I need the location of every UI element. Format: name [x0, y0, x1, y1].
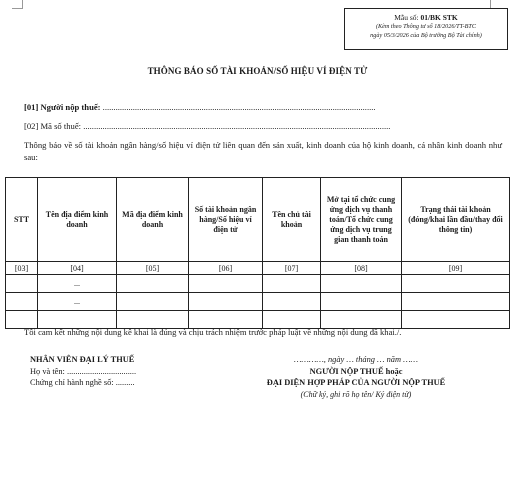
signer-title-line: NGƯỜI NỘP THUẾ hoặc: [309, 366, 403, 376]
col-header-status: Trạng thái tài khoản (đóng/khai lần đầu/thay đổi thông tin): [402, 178, 510, 262]
document-title: THÔNG BÁO SỐ TÀI KHOẢN/SỐ HIỆU VÍ ĐIỆN TỬ: [147, 66, 368, 76]
form-code: [345, 13, 507, 22]
table-cell[interactable]: [402, 275, 510, 293]
col-header-location-name: Tên địa điểm kinh doanh: [38, 178, 117, 262]
table-cell[interactable]: [321, 275, 402, 293]
table-cell[interactable]: [189, 275, 263, 293]
table-cell[interactable]: [263, 275, 321, 293]
table-cell[interactable]: [117, 275, 189, 293]
table-cell[interactable]: ...: [38, 275, 117, 293]
col-header-stt: STT: [6, 178, 38, 262]
taxpayer-field[interactable]: [24, 102, 376, 112]
table-cell[interactable]: ...: [38, 293, 117, 311]
column-code: [07]: [263, 262, 321, 275]
account-table: [5, 177, 510, 329]
tax-agent-heading: NHÂN VIÊN ĐẠI LÝ THUẾ: [30, 355, 135, 364]
agent-name-field[interactable]: Họ và tên: .................................: [30, 366, 137, 376]
table-cell[interactable]: [117, 293, 189, 311]
column-code: [04]: [38, 262, 117, 275]
column-code: [08]: [321, 262, 402, 275]
form-note-line: ngày 05/3/2026 của Bộ trưởng Bộ Tài chính): [370, 31, 482, 39]
table-cell[interactable]: [6, 293, 38, 311]
form-legal-note: [347, 23, 505, 40]
column-code: [05]: [117, 262, 189, 275]
table-cell[interactable]: [6, 275, 38, 293]
table-header-row: [6, 178, 510, 262]
table-cell[interactable]: [189, 293, 263, 311]
signer-title-line: ĐẠI DIỆN HỢP PHÁP CỦA NGƯỜI NỘP THUẾ: [266, 378, 446, 387]
column-code: [03]: [6, 262, 38, 275]
col-header-account-holder: Tên chủ tài khoản: [263, 178, 321, 262]
form-code-box: [344, 8, 508, 50]
agent-certificate-field[interactable]: Chứng chỉ hành nghề số: .........: [30, 378, 135, 387]
column-code: [06]: [189, 262, 263, 275]
tax-code-field[interactable]: [24, 121, 390, 131]
table-cell[interactable]: [321, 293, 402, 311]
form-note-line: (Kèm theo Thông tư số 18/2026/TT-BTC: [375, 23, 477, 30]
col-header-account-number: Số tài khoản ngân hàng/Số hiệu ví điện tử: [189, 178, 263, 262]
table-row: [6, 275, 510, 293]
intro-paragraph: Thông báo về số tài khoản ngân hàng/số hiệu ví điện tử liên quan đến sản xuất, kinh doanh của hộ kinh doanh, cá nhân kinh doanh như sau:: [24, 140, 502, 162]
signature-note: (Chữ ký, ghi rõ họ tên/ Ký điện tử): [300, 389, 412, 399]
table-cell[interactable]: [263, 293, 321, 311]
field-blank: ...............................................................................................................................: [100, 102, 376, 112]
col-header-provider: Mở tại tổ chức cung ứng dịch vụ thanh toán/Tổ chức cung ứng dịch vụ trung gian thanh toán: [321, 178, 402, 262]
tax-agent-block: [30, 354, 136, 389]
column-code: [09]: [402, 262, 510, 275]
table-cell[interactable]: [402, 293, 510, 311]
date-line[interactable]: …………, ngày … tháng … năm ……: [293, 355, 418, 364]
table-code-row: [6, 262, 510, 275]
field-blank: ...............................................................................................................................................: [81, 121, 391, 131]
col-header-location-code: Mã địa điểm kinh doanh: [117, 178, 189, 262]
field-label: [01] Người nộp thuế:: [24, 102, 101, 112]
commitment-paragraph: Tôi cam kết những nội dung kê khai là đúng và chịu trách nhiệm trước pháp luật về những nội dung đã khai./.: [24, 327, 402, 337]
field-label: [02] Mã số thuế:: [24, 121, 82, 131]
form-code-value: 01/BK STK: [420, 13, 458, 22]
signer-block: [236, 354, 476, 400]
form-code-prefix: Mẫu số:: [394, 13, 421, 22]
table-row: [6, 293, 510, 311]
page-corner-mark: [12, 0, 23, 9]
